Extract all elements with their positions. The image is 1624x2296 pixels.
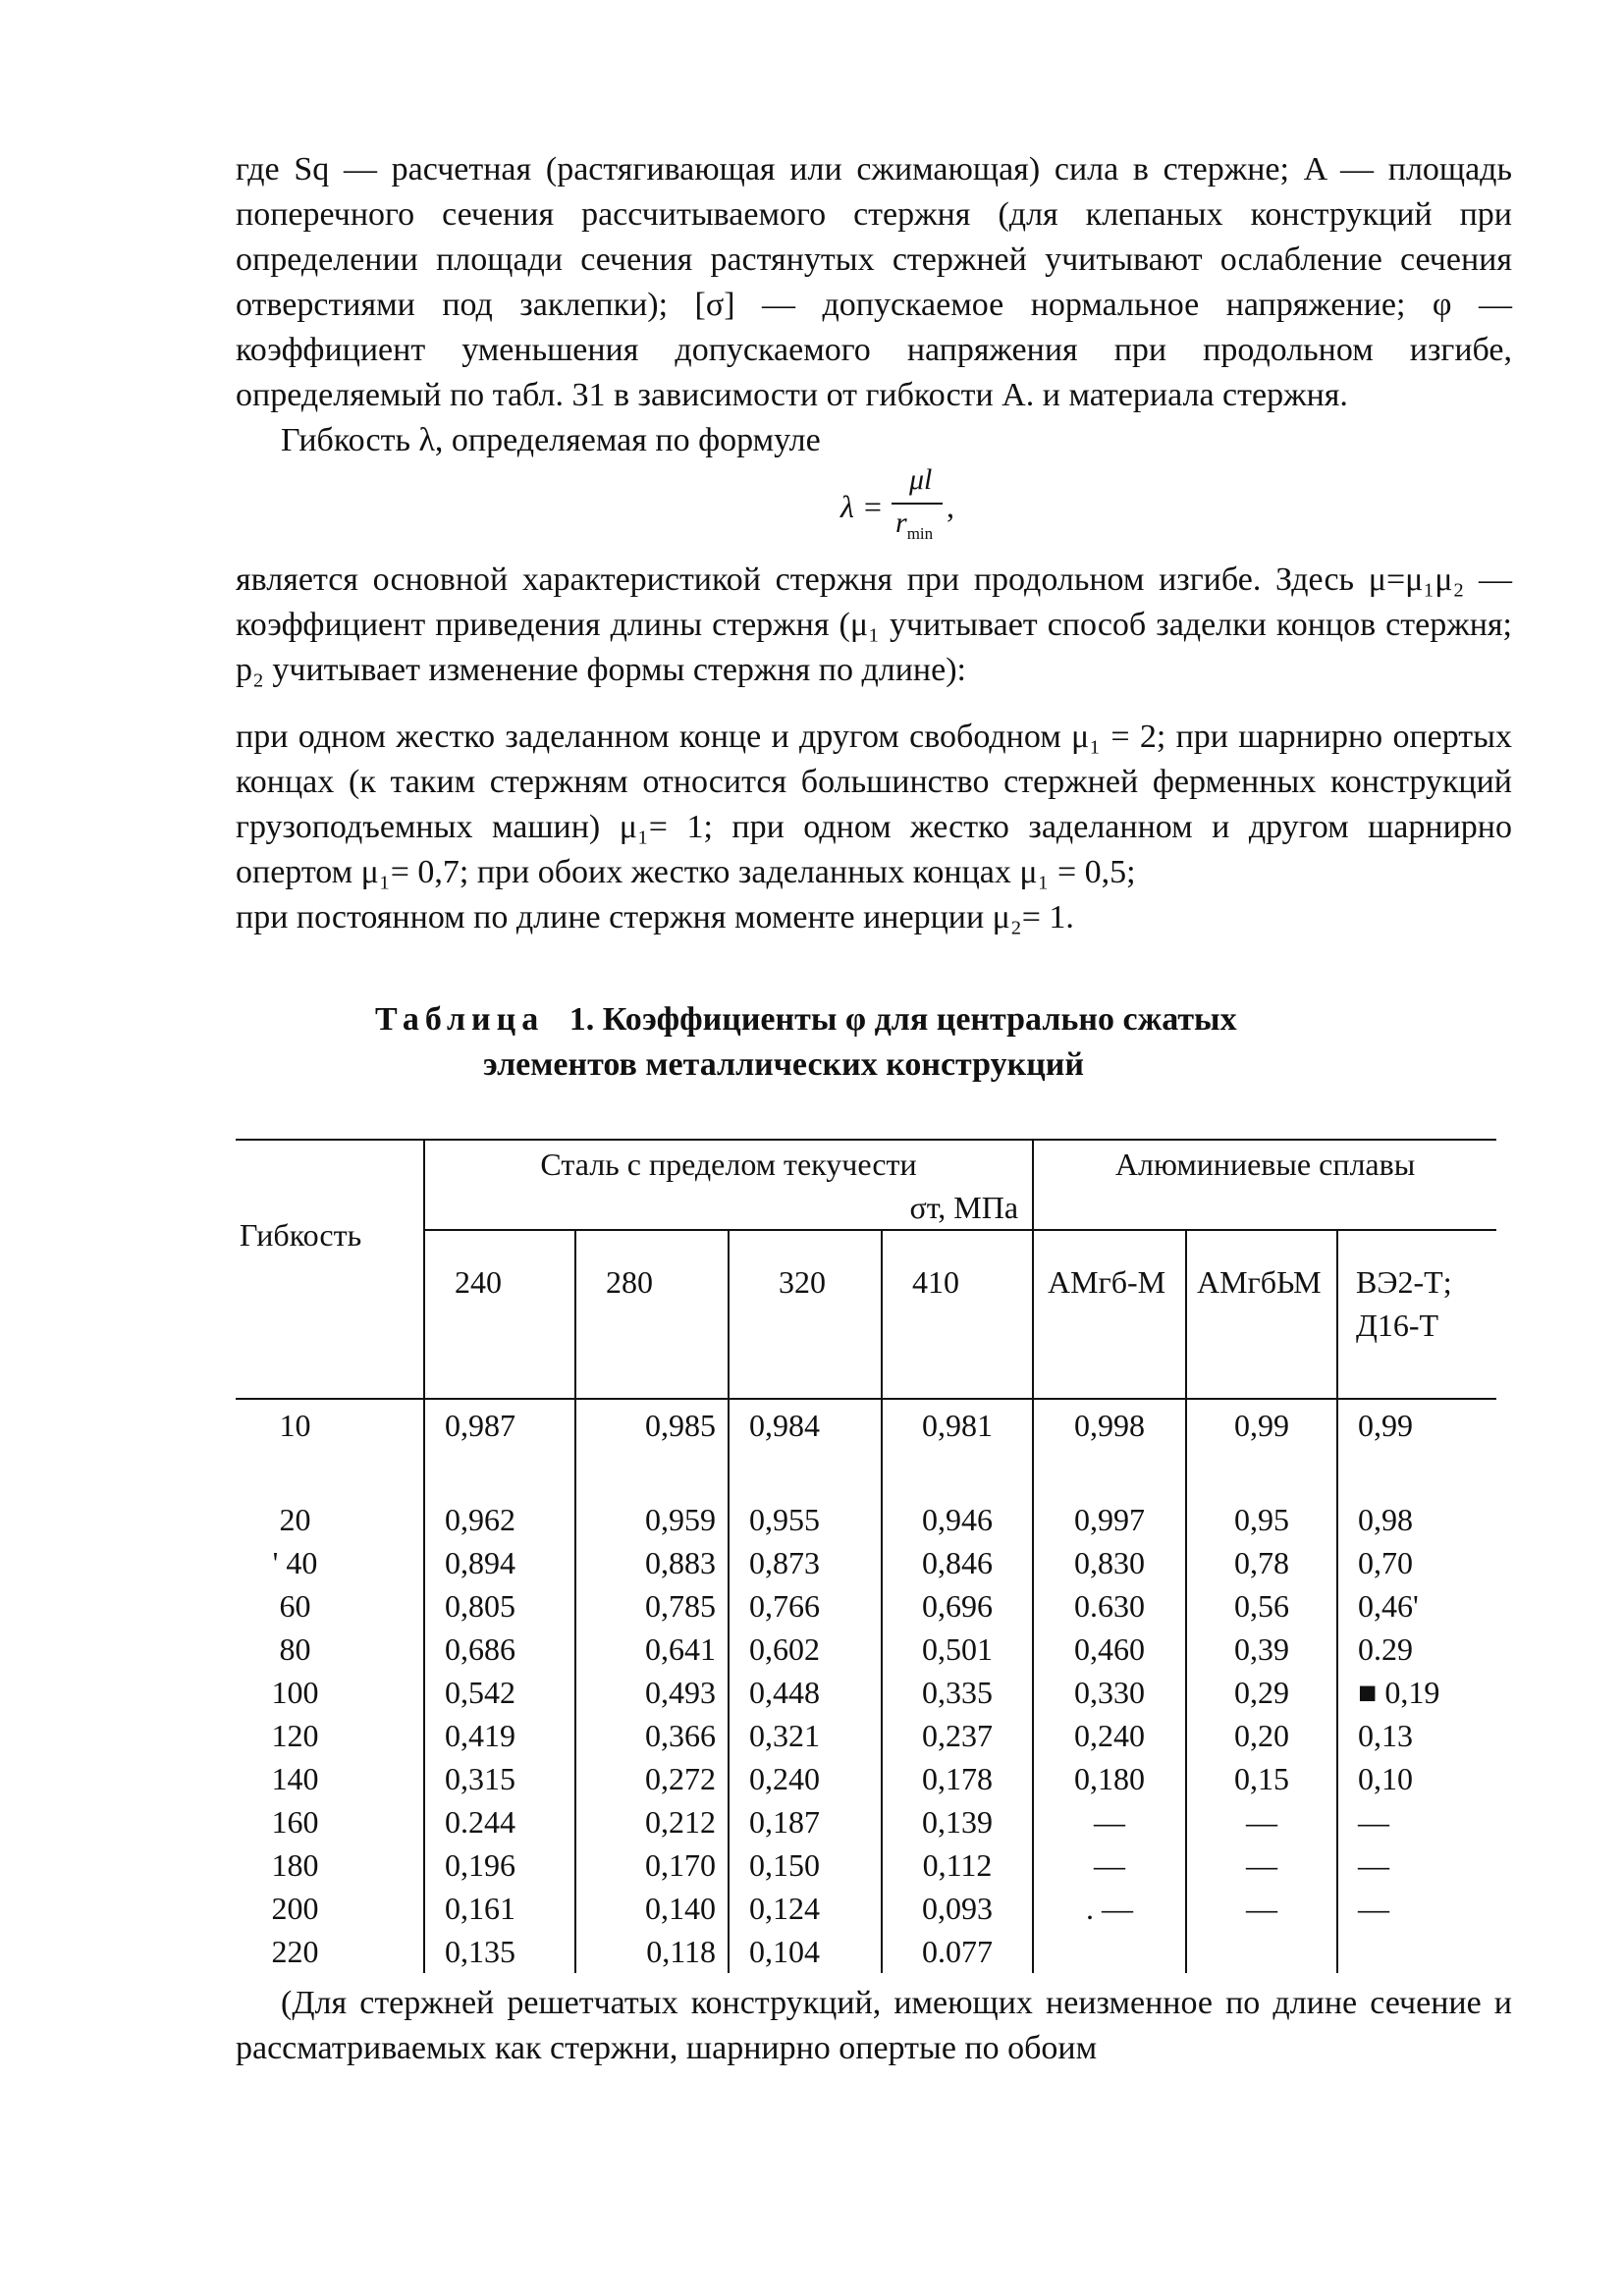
cell-amg6bm: —	[1186, 1800, 1337, 1843]
cell-steel-240: 0,686	[424, 1628, 575, 1671]
cell-steel-320: 0,104	[729, 1930, 882, 1973]
cell-flexibility: 160	[271, 1804, 319, 1840]
cell-steel-240: 0,987	[424, 1399, 575, 1498]
caption-word: Таблица	[375, 1001, 545, 1038]
cell-steel-410: 0,696	[882, 1584, 1033, 1628]
table-row	[236, 1887, 1496, 1930]
header-aluminum-group: Алюминиевые сплавы	[1033, 1140, 1496, 1230]
cell-steel-410: 0,093	[882, 1887, 1033, 1930]
formula-numerator: μl	[909, 463, 933, 496]
formula-lhs: λ =	[840, 489, 884, 524]
cell-ve2t-d16t: —	[1337, 1843, 1496, 1887]
cell-flexibility: 20	[279, 1502, 311, 1537]
cell-ve2t-d16t: 0,13	[1337, 1714, 1496, 1757]
table-row	[236, 1843, 1496, 1887]
cell-flexibility: 220	[271, 1934, 319, 1969]
table-caption	[236, 997, 1512, 1088]
cell-steel-410: 0,946	[882, 1498, 1033, 1541]
cell-amg6bm	[1186, 1930, 1337, 1973]
cell-steel-320: 0,955	[729, 1498, 882, 1541]
cell-steel-240: 0,419	[424, 1714, 575, 1757]
cell-amg6bm: 0,95	[1186, 1498, 1337, 1541]
cell-amg6m: —	[1033, 1843, 1186, 1887]
cell-steel-410: 0,139	[882, 1800, 1033, 1843]
cell-steel-410: 0,178	[882, 1757, 1033, 1800]
cell-steel-320: 0,240	[729, 1757, 882, 1800]
cell-flexibility: 200	[271, 1891, 319, 1926]
table-row	[236, 1628, 1496, 1671]
cell-steel-280: 0,883	[575, 1541, 729, 1584]
paragraph-definitions: где Sq — расчетная (растягивающая или сжимающая) сила в стержне; A — площадь поперечного сечения рассчитываемого стержня (для клепаных конструкций при определении площади сечения растянутых стержней учитывают ослабление сечения отверстиями под заклепки); [σ] — допускаемое нормальное напряжение; φ — коэффициент уменьшения допускаемого напряжения при продольном изгибе, определяемый по табл. 31 в зависимости от гибкости А. и материала стержня.	[236, 151, 1512, 413]
table-body	[236, 1399, 1496, 1973]
cell-steel-240: 0,196	[424, 1843, 575, 1887]
coefficients-table	[236, 1139, 1496, 1973]
header-col-240: 240	[424, 1230, 575, 1399]
cell-ve2t-d16t: ■ 0,19	[1337, 1671, 1496, 1714]
cell-amg6bm: —	[1186, 1887, 1337, 1930]
cell-steel-280: 0,785	[575, 1584, 729, 1628]
header-col-280: 280	[575, 1230, 729, 1399]
cell-amg6m: 0.630	[1033, 1584, 1186, 1628]
header-steel-label: Сталь с пределом текучести	[540, 1147, 917, 1182]
cell-ve2t-d16t: 0.29	[1337, 1628, 1496, 1671]
header-steel-group	[424, 1140, 1033, 1230]
cell-amg6bm: —	[1186, 1843, 1337, 1887]
cell-steel-320: 0,187	[729, 1800, 882, 1843]
cell-steel-410: 0,237	[882, 1714, 1033, 1757]
cell-amg6m: . —	[1033, 1887, 1186, 1930]
cell-flexibility: ' 40	[272, 1545, 318, 1580]
header-steel-unit: σт, МПа	[909, 1190, 1019, 1225]
cell-flexibility: 120	[271, 1718, 319, 1753]
cell-steel-320: 0,124	[729, 1887, 882, 1930]
cell-ve2t-d16t: 0,10	[1337, 1757, 1496, 1800]
formula-denominator: $r_{min}$	[895, 507, 934, 543]
cell-steel-280: 0,272	[575, 1757, 729, 1800]
cell-ve2t-d16t: —	[1337, 1800, 1496, 1843]
cell-flexibility: 100	[271, 1675, 319, 1710]
cell-flexibility: 180	[271, 1847, 319, 1883]
cell-steel-280: 0,641	[575, 1628, 729, 1671]
cell-ve2t-d16t: 0,70	[1337, 1541, 1496, 1584]
table-row	[236, 1757, 1496, 1800]
cell-flexibility: 60	[279, 1588, 311, 1624]
cell-steel-240: 0,135	[424, 1930, 575, 1973]
cell-steel-240: 0,805	[424, 1584, 575, 1628]
cell-steel-280: 0,985	[575, 1399, 729, 1498]
cell-amg6m: 0,330	[1033, 1671, 1186, 1714]
cell-amg6m: —	[1033, 1800, 1186, 1843]
table-row	[236, 1714, 1496, 1757]
table-row	[236, 1671, 1496, 1714]
paragraph-lattice: (Для стержней решетчатых конструкций, имеющих неизменное по длине сечение и рассматриваемых как стержни, шарнирно опертые по обоим	[236, 1985, 1512, 2066]
header-col-ve2t: ВЭ2-Т; Д16-Т	[1337, 1230, 1496, 1399]
cell-ve2t-d16t: —	[1337, 1887, 1496, 1930]
cell-flexibility: 140	[271, 1761, 319, 1796]
cell-steel-410: 0,112	[882, 1843, 1033, 1887]
cell-amg6m: 0,460	[1033, 1628, 1186, 1671]
document-page	[236, 147, 1512, 2071]
cell-steel-240: 0,962	[424, 1498, 575, 1541]
table-row	[236, 1584, 1496, 1628]
cell-steel-240: 0,161	[424, 1887, 575, 1930]
cell-ve2t-d16t: 0,99	[1337, 1399, 1496, 1498]
table-row	[236, 1498, 1496, 1541]
cell-amg6m: 0,998	[1033, 1399, 1186, 1498]
cell-steel-240: 0,315	[424, 1757, 575, 1800]
cell-steel-320: 0,602	[729, 1628, 882, 1671]
cell-steel-240: 0,894	[424, 1541, 575, 1584]
cell-ve2t-d16t	[1337, 1930, 1496, 1973]
cell-flexibility: 80	[279, 1631, 311, 1667]
table-row	[236, 1541, 1496, 1584]
cell-amg6bm: 0,20	[1186, 1714, 1337, 1757]
cell-steel-280: 0,959	[575, 1498, 729, 1541]
paragraph-inertia: при постоянном по длине стержня моменте инерции μ₂= 1.	[236, 899, 1074, 935]
cell-steel-320: 0,984	[729, 1399, 882, 1498]
caption-line1: 1. Коэффициенты φ для центрально сжатых	[568, 1001, 1237, 1038]
fraction-bar	[892, 503, 943, 505]
cell-steel-410: 0,846	[882, 1541, 1033, 1584]
cell-ve2t-d16t: 0,98	[1337, 1498, 1496, 1541]
header-col-410: 410	[882, 1230, 1033, 1399]
header-flexibility: Гибкость	[236, 1140, 424, 1399]
cell-steel-320: 0,448	[729, 1671, 882, 1714]
cell-steel-320: 0,150	[729, 1843, 882, 1887]
cell-amg6m: 0,830	[1033, 1541, 1186, 1584]
cell-steel-410: 0,981	[882, 1399, 1033, 1498]
cell-steel-410: 0.077	[882, 1930, 1033, 1973]
cell-steel-240: 0,542	[424, 1671, 575, 1714]
cell-amg6bm: 0,29	[1186, 1671, 1337, 1714]
cell-amg6m	[1033, 1930, 1186, 1973]
cell-steel-240: 0.244	[424, 1800, 575, 1843]
cell-amg6bm: 0,15	[1186, 1757, 1337, 1800]
cell-ve2t-d16t: 0,46'	[1337, 1584, 1496, 1628]
cell-amg6m: 0,240	[1033, 1714, 1186, 1757]
cell-amg6bm: 0,78	[1186, 1541, 1337, 1584]
cell-steel-280: 0,366	[575, 1714, 729, 1757]
table-row	[236, 1399, 1496, 1498]
table-row	[236, 1800, 1496, 1843]
cell-amg6bm: 0,56	[1186, 1584, 1337, 1628]
cell-amg6m: 0,180	[1033, 1757, 1186, 1800]
cell-steel-410: 0,501	[882, 1628, 1033, 1671]
formula-tail: ,	[947, 489, 954, 524]
paragraph-reduction-coefficient: является основной характеристикой стержня при продольном изгибе. Здесь μ=μ₁μ₂ — коэффициент приведения длины стержня (μ₁ учитывает способ заделки концов стержня; р₂ учитывает изменение формы стержня по длине):	[236, 561, 1512, 688]
cell-amg6m: 0,997	[1033, 1498, 1186, 1541]
header-col-amg6bm: АМгбЬМ	[1186, 1230, 1337, 1399]
cell-steel-280: 0,140	[575, 1887, 729, 1930]
cell-steel-280: 0,118	[575, 1930, 729, 1973]
paragraph-end-conditions: при одном жестко заделанном конце и другом свободном μ₁ = 2; при шарнирно опертых концах (к таким стержням относится большинство стержней ферменных конструкций грузоподъемных машин) μ₁= 1; при одном жестко заделанном и другом шарнирно опертом μ₁= 0,7; при обоих жестко заделанных концах μ₁ = 0,5;	[236, 719, 1512, 890]
cell-steel-320: 0,766	[729, 1584, 882, 1628]
cell-amg6bm: 0,99	[1186, 1399, 1337, 1498]
cell-steel-320: 0,321	[729, 1714, 882, 1757]
cell-steel-280: 0,170	[575, 1843, 729, 1887]
cell-amg6bm: 0,39	[1186, 1628, 1337, 1671]
table-row	[236, 1930, 1496, 1973]
header-col-amg6m: АМгб-М	[1033, 1230, 1186, 1399]
caption-line2: элементов металлических конструкций	[483, 1046, 1084, 1083]
cell-steel-280: 0,493	[575, 1671, 729, 1714]
flexibility-formula	[236, 463, 1512, 558]
cell-steel-280: 0,212	[575, 1800, 729, 1843]
header-col-320: 320	[729, 1230, 882, 1399]
cell-steel-320: 0,873	[729, 1541, 882, 1584]
paragraph-flexibility-intro: Гибкость λ, определяемая по формуле	[281, 422, 821, 458]
cell-steel-410: 0,335	[882, 1671, 1033, 1714]
cell-flexibility: 10	[279, 1408, 311, 1443]
